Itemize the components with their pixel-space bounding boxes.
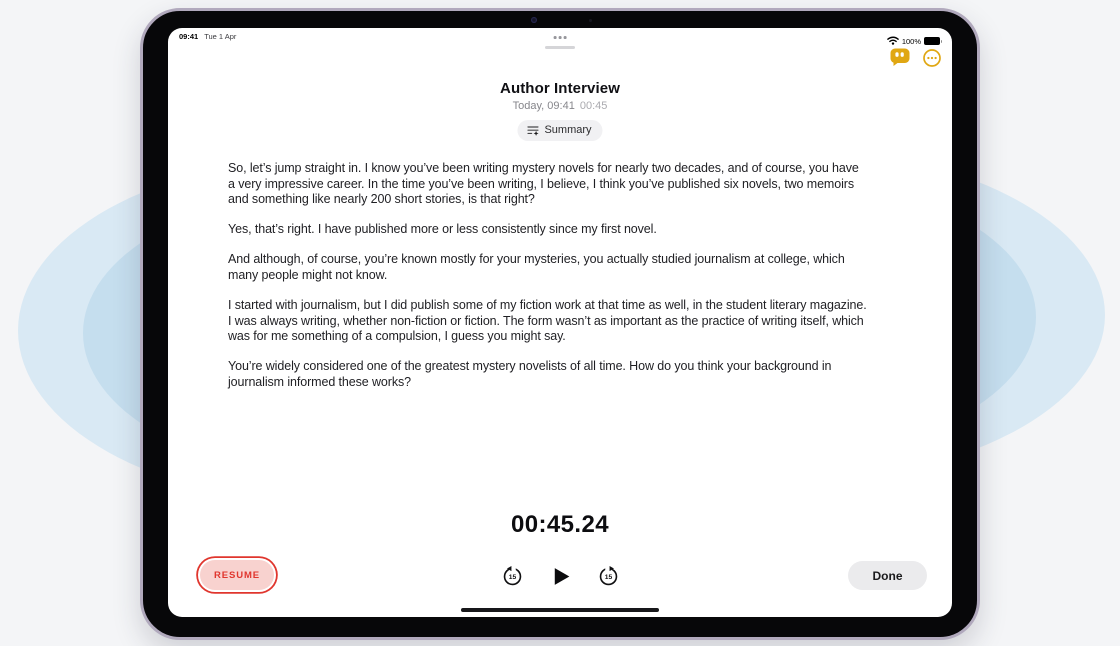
done-button[interactable]: Done (848, 561, 927, 590)
summary-button[interactable] (517, 120, 602, 141)
status-bar-left (179, 32, 236, 41)
ipad-device (140, 8, 980, 640)
recording-duration: 00:45 (579, 100, 608, 112)
home-indicator[interactable] (461, 608, 659, 612)
transport-controls (168, 564, 952, 589)
elapsed-time: 00:45.24 (511, 511, 609, 538)
sheet-grabber[interactable] (545, 46, 575, 49)
multitask-ellipsis-icon[interactable] (552, 34, 569, 41)
more-options-icon[interactable] (922, 48, 942, 68)
transcript-paragraph: I started with journalism, but I did publish some of my fiction work at that time as well, in the student literary magazine. I was always writing, whether non-fiction or fiction. The form wasn’t as important as the practice of writing itself, which was for me something of a compulsion, I guess you might say. (228, 298, 867, 344)
page-title: Author Interview (500, 80, 620, 97)
battery-percent-label: 100% (901, 36, 921, 46)
transcript-paragraph: You’re widely considered one of the greatest mystery novelists of all time. How do you think your background in journalism informed these works? (228, 359, 832, 389)
battery-icon (924, 37, 942, 45)
recording-date: Today, 09:41 (512, 100, 575, 112)
skip-back-15-button[interactable] (501, 565, 524, 588)
summary-sparkle-icon (526, 124, 539, 137)
transcript-paragraph: Yes, that’s right. I have published more or less consistently since my first novel. (228, 222, 657, 237)
transcript-paragraph: And although, of course, you’re known mostly for your mysteries, you actually studied journalism at college, which many people might not know. (228, 252, 845, 282)
ambient-sensor (589, 19, 592, 22)
summary-button-label: Summary (544, 124, 592, 136)
recording-subtitle (168, 100, 952, 112)
transcript-paragraph: So, let’s jump straight in. I know you’ve been writing mystery novels for nearly two decades, and of course, you have a very impressive career. In the time you’ve been writing, I believe, I think you’ve published six novels, two memoirs and something like nearly 200 short stories, is that right? (228, 161, 859, 207)
play-icon (554, 568, 569, 585)
play-button[interactable] (548, 564, 573, 589)
status-time: 09:41 (179, 32, 199, 41)
resume-button[interactable]: RESUME (200, 560, 274, 590)
transcript-bubble-button[interactable] (889, 46, 911, 68)
transcript-text (228, 161, 868, 405)
ipad-screen (168, 28, 952, 617)
front-camera (531, 17, 537, 23)
skip-forward-amount: 15 (604, 574, 612, 582)
skip-back-amount: 15 (508, 574, 516, 582)
status-date: Tue 1 Apr (204, 32, 237, 41)
skip-forward-15-button[interactable] (597, 565, 620, 588)
